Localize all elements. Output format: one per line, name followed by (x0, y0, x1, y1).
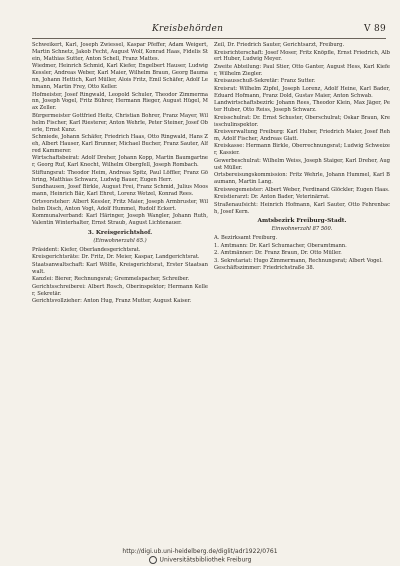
section-subheading: (Einwohnerzahl 65.) (93, 237, 147, 244)
entry-paragraph: Kommunalverband: Karl Häringer, Joseph Wangler, Johann Ruth, Valentin Winterhalter, Ernst Straub, August Lichtenauer. (32, 213, 208, 226)
entry-paragraph: 2. Amtmänner: Dr. Franz Braun, Dr. Otto Müller. (214, 250, 342, 257)
header-rule (32, 38, 386, 39)
page-header (32, 24, 386, 38)
entry-paragraph: Ortsbereisungskommission: Fritz Wehrle, Johann Hummel, Karl Baumann, Martin Lang. (214, 172, 390, 186)
entry-paragraph: Geschäftszimmer: Friedrichstraße 38. (214, 265, 315, 272)
entry-paragraph: Zeil, Dr. Friedrich Sauter, Gerichtsarzt, Freiburg. (214, 42, 345, 48)
entry-paragraph: Gerichtsschreiberei: Albert Rosch, Oberinspektor; Hermann Keller, Sekretär. (32, 283, 208, 297)
entry-paragraph: Kanzlei: Bierer, Rechnungsrat; Gremmelspacher, Schreiber. (32, 276, 190, 283)
right-column (214, 42, 390, 542)
entry-paragraph: Landwirtschaftsbezirk: Johann Rees, Theodor Klein, Max Jäger, Peter Huber, Otto Reiss, Joseph Schwarz. (214, 100, 390, 114)
entry-paragraph: Kreisverwaltung Freiburg: Karl Huber, Friedrich Maier, Josef Rehm, Adolf Fischer, Andreas Glatt. (214, 129, 390, 142)
section-heading: Amtsbezirk Freiburg-Stadt. (257, 218, 347, 225)
entry-paragraph: Wiedmer, Heinrich Schmid, Karl Kiefer, Engelbert Hauser, Ludwig Kessler, Andreas Weber, Karl Maier, Wilhelm Braun, Georg Baumann, Johann Hettich, Karl Müller, Alois Fritz, Emil Schäfer, Adolf Lehmann, Martin Frey, Otto Keller. (32, 63, 208, 91)
entry-paragraph: Gewerbeschulrat: Wilhelm Weiss, Joseph Staiger, Karl Dreher, August Müller. (214, 157, 390, 171)
entry-paragraph: Hofmeister, Josef Ringwald, Leopold Schuler, Theodor Zimmermann, Joseph Vogel, Fritz Bührer, Hermann Rieger, August Hügel, Max Zeller. (32, 91, 208, 112)
entry-paragraph: Staatsanwaltschaft: Karl Wölfle, Kreisgerichtsrat, Erster Staatsanwalt. (32, 261, 208, 275)
section-subheading: Einwohnerzahl 87 500. (271, 226, 333, 233)
library-seal-icon (149, 556, 157, 564)
entry-paragraph: Gerichtsvollzieher: Anton Hug, Franz Mutter, August Kaiser. (32, 298, 192, 305)
source-url[interactable] (0, 548, 400, 555)
page-number: V 89 (363, 24, 386, 34)
entry-paragraph: Schmiede, Johann Schäfer, Friedrich Haas, Otto Ringwald, Hans Zeh, Albert Hauser, Karl Brunner, Michael Bucher, Franz Sauter, Alfred Kammerer. (32, 134, 208, 154)
entry-paragraph: Kreisgerichtsräte: Dr. Fritz, Dr. Meier, Kaspar, Landgerichtsrat. (32, 254, 200, 261)
entry-paragraph: Bürgermeister Gottfried Heitz, Christian Bohrer, Franz Mayer, Wilhelm Fischer, Karl Riesterer, Anton Wehrle, Peter Steiner, Josef Oberle, Ernst Kunz. (32, 112, 208, 133)
source-url-text[interactable]: http://digi.ub.uni-heidelberg.de/diglit/adr1922/0761 (122, 548, 278, 555)
entry-paragraph: Kreisrat: Wilhelm Zipfel, Joseph Lorenz, Adolf Heine, Karl Bader, Eduard Hofmann, Franz Dold, Gustav Maier, Anton Schwab. (214, 85, 390, 99)
section-heading: 3. Kreisgerichtshof. (87, 229, 153, 236)
entry-paragraph: 3. Sekretariat: Hugo Zimmermann, Rechnungsrat; Albert Vogel. (214, 257, 383, 264)
entry-paragraph: Stiftungsrat: Theodor Heim, Andreas Spitz, Paul Löffler, Franz Göhring, Matthias Schwarz, Ludwig Bauer, Eugen Herr. (32, 169, 208, 183)
entry-paragraph: Wirtschaftsbeirat: Adolf Dreher, Johann Kopp, Martin Baumgartner, Georg Ruf, Karl Knecht, Wilhelm Obergfell, Joseph Rombach. (32, 155, 208, 169)
entry-paragraph: Kreiswegemeister: Albert Weber, Ferdinand Glöckler, Eugen Haas. (214, 186, 390, 193)
entry-paragraph: Kreistierarzt: Dr. Anton Bader, Veterinärrat. (214, 194, 330, 201)
entry-paragraph: Straßenaufsicht: Heinrich Hofmann, Karl Sauter, Otto Fehrenbach, Josef Kern. (214, 201, 390, 215)
library-credit (0, 556, 400, 564)
entry-paragraph: 1. Amtmann: Dr. Karl Schumacher, Oberamtmann. (214, 242, 347, 249)
entry-paragraph: Präsident: Kiefer, Oberlandesgerichtsrat. (32, 246, 141, 253)
entry-paragraph: Kreisrichterschaft: Josef Moser, Fritz Knöpfle, Ernst Friedrich, Albert Huber, Ludwig Meyer. (214, 49, 390, 63)
entry-paragraph: Zweite Abteilung: Paul Stier, Otto Ganter, August Hess, Karl Kiefer, Wilhelm Ziegler. (214, 63, 390, 77)
entry-paragraph: A. Bezirksamt Freiburg. (214, 235, 278, 242)
entry-paragraph: Kreiskasse: Hermann Birkle, Oberrechnungsrat; Ludwig Schweizer, Kassier. (214, 143, 390, 157)
entry-paragraph: Kreisschulrat: Dr. Ernst Schuster, Oberschulrat; Oskar Braun, Kreisschulinspektor. (214, 114, 390, 128)
library-name: Universitätsbibliothek Freiburg (159, 556, 252, 564)
running-title: Kreisbehörden (152, 24, 224, 34)
entry-paragraph: Sundhausen, Josef Birkle, August Frei, Franz Schmid, Julius Moosmann, Heinrich Bär, Karl Ehret, Lorenz Wetzel, Konrad Rees. (32, 184, 208, 198)
left-column (32, 42, 208, 542)
entry-paragraph: Kreisausschuß-Sekretär: Franz Sutter. (214, 78, 316, 85)
entry-paragraph: Ortsvorsteher: Albert Kessler, Fritz Maier, Joseph Armbruster, Wilhelm Disch, Anton Vogt, Adolf Hummel, Rudolf Eckert. (32, 198, 208, 212)
entry-paragraph: Schweikert, Karl, Joseph Zwiessel, Kaspar Pfeffer, Adam Weigert, Martin Schnetz, Jakob Fecht, August Wolf, Konrad Haas, Fidelis Stein, Mathias Sutter, Anton Schell, Franz Mattes. (32, 42, 208, 62)
